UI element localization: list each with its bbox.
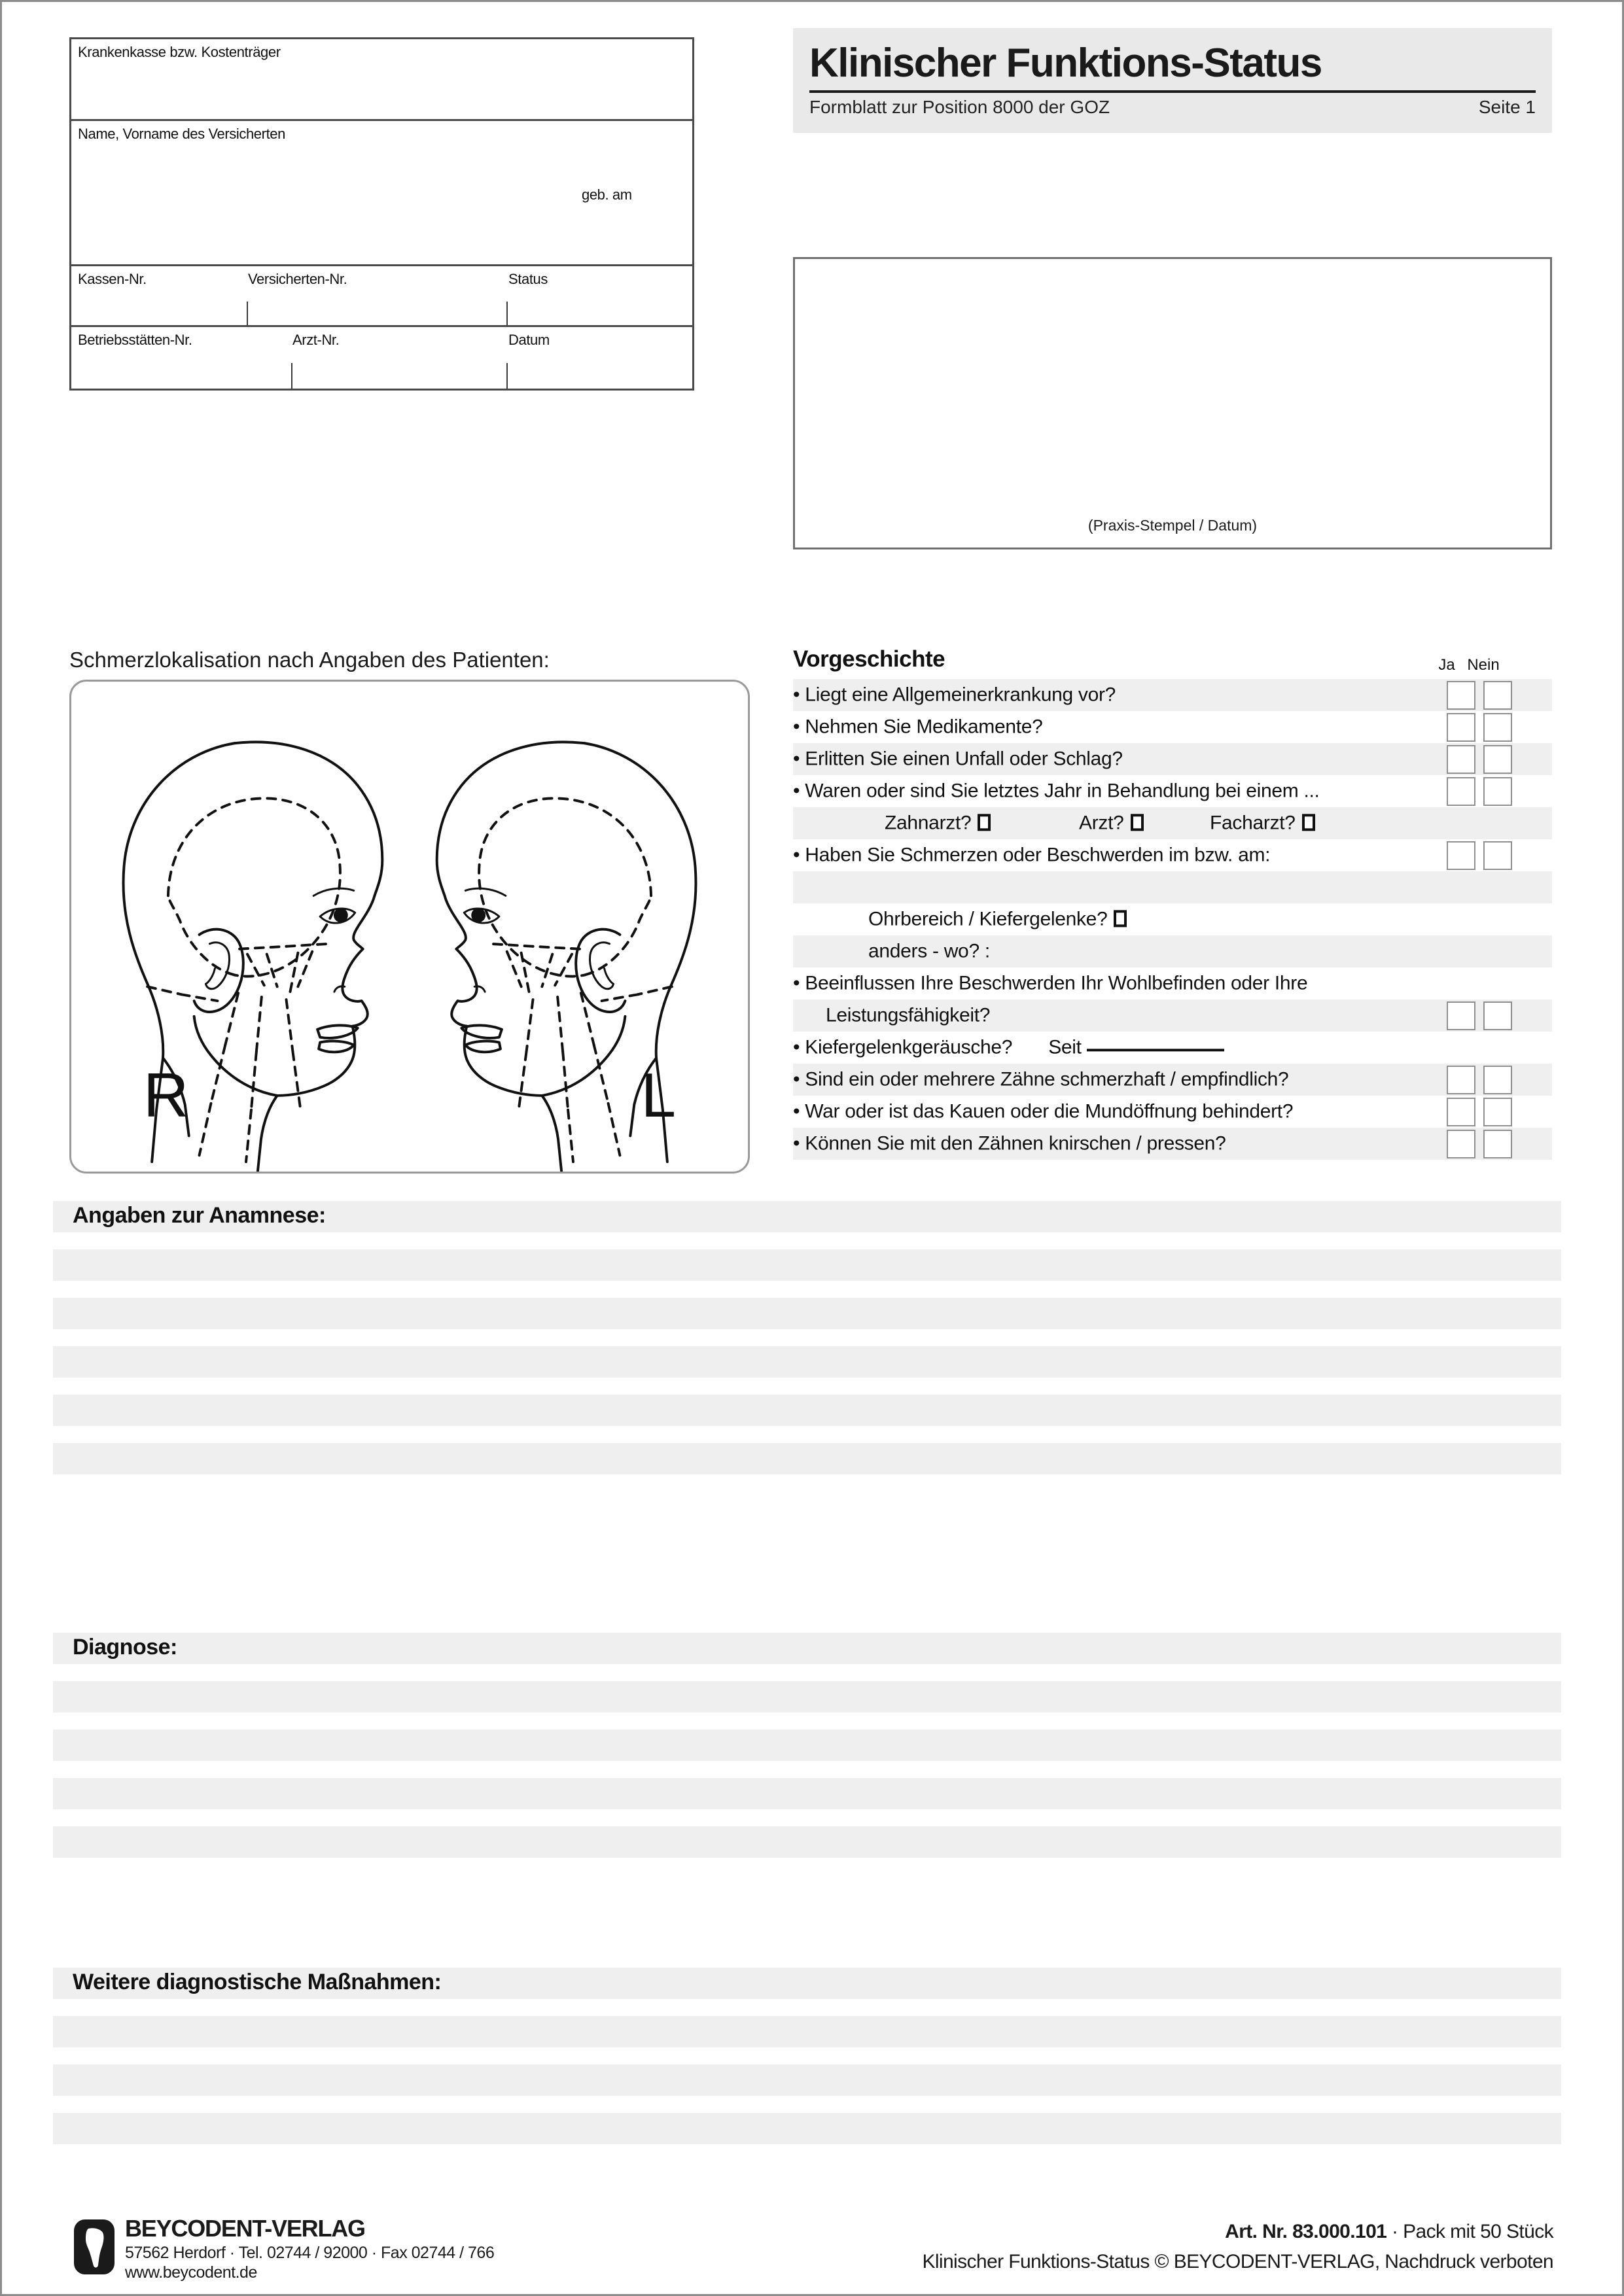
question-text: • Beeinflussen Ihre Beschwerden Ihr Wohlbefinden oder Ihre [793,971,1308,994]
insurance-divider-4 [506,363,508,389]
write-line[interactable] [53,1249,1561,1281]
option-facharzt [1210,812,1315,834]
write-line[interactable] [53,2064,1561,2096]
beycodent-logo [74,2219,115,2274]
vorgeschichte-row [793,1000,1552,1032]
write-line[interactable] [53,1730,1561,1761]
insurance-label-arzt-nr: Arzt-Nr. [292,332,340,348]
checkbox-nein[interactable] [1483,713,1512,742]
write-line[interactable] [53,2113,1561,2144]
checkbox-nein[interactable] [1483,1130,1512,1158]
diagram-label-left: L [641,1060,676,1130]
vorgeschichte-row [793,871,1552,903]
column-header-ja: Ja [1438,656,1455,674]
column-header-nein: Nein [1467,656,1500,674]
title-block [793,28,1552,133]
insurance-label-datum: Datum [508,332,550,348]
practice-stamp-box[interactable] [793,257,1552,549]
checkbox-ja[interactable] [1447,1098,1475,1126]
vorgeschichte-row [793,743,1552,775]
vorgeschichte-row [793,711,1552,743]
insurance-label-geburtsdatum: geb. am [582,186,632,203]
checkbox-ja[interactable] [1447,745,1475,774]
checkbox-nein[interactable] [1483,745,1512,774]
vorgeschichte-row [793,839,1552,871]
option-zahnarzt-label: Zahnarzt? [885,811,972,833]
question-text: • War oder ist das Kauen oder die Mundöffnung behindert? [793,1100,1294,1122]
section-heading [53,1968,1561,1999]
vorgeschichte-row [793,775,1552,807]
question-label: • Kiefergelenkgeräusche? [793,1035,1013,1058]
checkbox-nein[interactable] [1483,1001,1512,1030]
write-line[interactable] [53,1681,1561,1713]
pain-localisation-heading: Schmerzlokalisation nach Angaben des Patienten: [69,648,550,672]
option-ohrbereich-label: Ohrbereich / Kiefergelenke? [868,907,1108,930]
checkbox-ja[interactable] [1447,713,1475,742]
footer-article-pack: · Pack mit 50 Stück [1386,2221,1553,2242]
write-line[interactable] [53,1443,1561,1474]
vorgeschichte-row [793,1032,1552,1064]
write-line[interactable] [53,1346,1561,1378]
vorgeschichte-row [793,903,1552,935]
insurance-divider-2 [506,302,508,327]
insurance-field-krankenkasse[interactable] [71,39,692,119]
question-text: Leistungsfähigkeit? [826,1003,991,1026]
vorgeschichte-row [793,679,1552,711]
question-kiefergelenkgeraeusche [793,1036,1224,1058]
seit-input-line[interactable] [1087,1048,1224,1051]
question-text: • Nehmen Sie Medikamente? [793,715,1043,737]
section-heading-label: Weitere diagnostische Maßnahmen: [73,1969,442,1994]
pain-localisation-diagram[interactable] [69,680,750,1174]
vorgeschichte-row [793,935,1552,967]
question-text: • Waren oder sind Sie letztes Jahr in Behandlung bei einem ... [793,779,1320,801]
option-ohrbereich-checkbox[interactable] [1114,910,1127,927]
seit-label: Seit [1048,1035,1082,1058]
write-line[interactable] [53,1395,1561,1426]
footer-article-code: Art. Nr. 83.000.101 [1225,2221,1387,2242]
checkbox-ja[interactable] [1447,1130,1475,1158]
insurance-divider-1 [247,302,248,327]
practice-stamp-caption: (Praxis-Stempel / Datum) [1087,517,1258,534]
checkbox-nein[interactable] [1483,681,1512,710]
option-facharzt-checkbox[interactable] [1302,814,1315,831]
footer-brand: BEYCODENT-VERLAG [125,2215,365,2242]
insurance-label-name: Name, Vorname des Versicherten [78,126,285,142]
write-line[interactable] [53,1778,1561,1809]
insurance-label-krankenkasse: Krankenkasse bzw. Kostenträger [78,44,281,60]
vorgeschichte-row [793,1096,1552,1128]
option-zahnarzt-checkbox[interactable] [978,814,991,831]
section-heading-label: Angaben zur Anamnese: [73,1202,326,1228]
option-arzt-label: Arzt? [1079,811,1124,833]
question-text: • Erlitten Sie einen Unfall oder Schlag? [793,747,1123,769]
option-facharzt-label: Facharzt? [1210,811,1296,833]
checkbox-nein[interactable] [1483,841,1512,870]
section-heading-label: Diagnose: [73,1634,177,1660]
checkbox-ja[interactable] [1447,777,1475,806]
insurance-label-kassen-nr: Kassen-Nr. [78,271,147,287]
footer-address: 57562 Herdorf · Tel. 02744 / 92000 · Fax 02744 / 766 [125,2244,495,2262]
question-text: • Liegt eine Allgemeinerkrankung vor? [793,683,1116,705]
insurance-label-betriebsstaetten-nr: Betriebsstätten-Nr. [78,332,192,348]
vorgeschichte-row [793,807,1552,839]
title-underline [809,90,1536,93]
option-zahnarzt [885,812,991,834]
checkbox-nein[interactable] [1483,1066,1512,1094]
checkbox-ja[interactable] [1447,841,1475,870]
tooth-icon [74,2219,115,2274]
write-line[interactable] [53,2016,1561,2047]
page-number-label: Seite 1 [1478,97,1536,117]
option-arzt [1079,812,1144,834]
vorgeschichte-question-list [793,679,1552,1160]
insurance-card-box [69,37,694,391]
vorgeschichte-row [793,1128,1552,1160]
page-title: Klinischer Funktions-Status [809,41,1322,86]
footer-copyright: Klinischer Funktions-Status © BEYCODENT-VERLAG, Nachdruck verboten [922,2251,1553,2272]
section-heading [53,1201,1561,1232]
footer-article-number [1225,2221,1553,2243]
checkbox-nein[interactable] [1483,1098,1512,1126]
write-line[interactable] [53,1298,1561,1329]
footer-website[interactable]: www.beycodent.de [125,2263,257,2282]
option-ohrbereich [868,908,1127,930]
checkbox-ja[interactable] [1447,681,1475,710]
checkbox-nein[interactable] [1483,777,1512,806]
question-text: • Haben Sie Schmerzen oder Beschwerden im bzw. am: [793,843,1271,865]
insurance-label-versicherten-nr: Versicherten-Nr. [248,271,347,287]
question-text: • Sind ein oder mehrere Zähne schmerzhaft / empfindlich? [793,1068,1289,1090]
section-heading [53,1633,1561,1664]
insurance-label-status: Status [508,271,548,287]
insurance-divider-3 [291,363,292,389]
insurance-field-betriebsstaetten-row[interactable] [71,325,692,387]
option-arzt-checkbox[interactable] [1131,814,1144,831]
page-subtitle: Formblatt zur Position 8000 der GOZ [809,97,1110,117]
checkbox-ja[interactable] [1447,1066,1475,1094]
write-line[interactable] [53,1826,1561,1858]
question-text: anders - wo? : [868,939,990,962]
vorgeschichte-title: Vorgeschichte [793,646,945,672]
diagram-label-right: R [143,1060,189,1130]
insurance-field-kassennr-row[interactable] [71,264,692,325]
vorgeschichte-row [793,1064,1552,1096]
question-text: • Können Sie mit den Zähnen knirschen / pressen? [793,1132,1226,1154]
insurance-field-name[interactable] [71,119,692,264]
vorgeschichte-row [793,967,1552,1000]
checkbox-ja[interactable] [1447,1001,1475,1030]
